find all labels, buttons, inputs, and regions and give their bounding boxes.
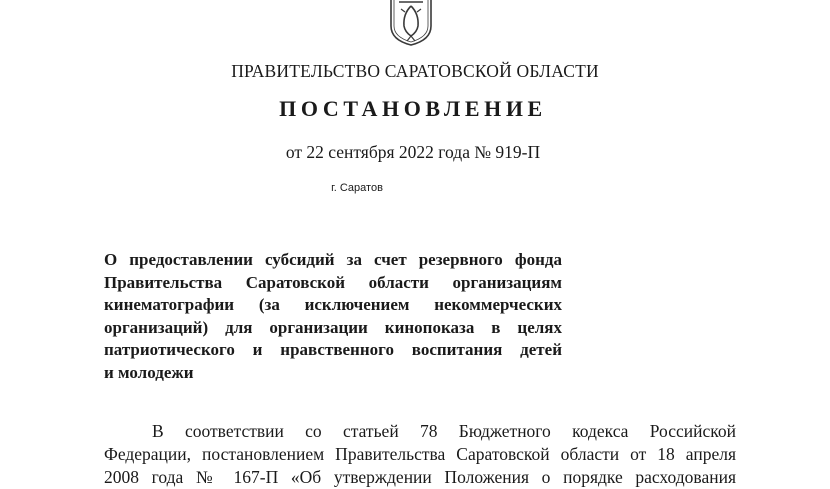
document-type-title: ПОСТАНОВЛЕНИЕ	[279, 96, 547, 121]
document-city: г. Саратов	[331, 182, 383, 194]
coat-of-arms-icon	[385, 0, 437, 46]
subject-line: О предоставлении субсидий за счет резервного фонда	[104, 250, 562, 269]
document-subject	[104, 249, 562, 385]
subject-line: Правительства Саратовской области организациям	[104, 272, 562, 292]
subject-line: организаций) для организации кинопоказа в целях	[104, 317, 562, 337]
subject-line: патриотического и нравственного воспитания детей	[104, 340, 562, 360]
body-line: В соответствии со статьей 78 Бюджетного кодекса Российской	[152, 421, 736, 441]
subject-line: кинематографии (за исключением некоммерческих	[104, 295, 562, 315]
document-date-number: от 22 сентября 2022 года № 919-П	[285, 142, 541, 162]
document-body	[104, 420, 736, 489]
body-line: 2008 года № 167-П «Об утверждении Положения о порядке расходования	[104, 467, 736, 487]
organization-name: ПРАВИТЕЛЬСТВО САРАТОВСКОЙ ОБЛАСТИ	[231, 61, 599, 81]
subject-line: и молодежи	[104, 362, 194, 382]
body-line: Федерации, постановлением Правительства Саратовской области от 18 апреля	[104, 444, 736, 464]
